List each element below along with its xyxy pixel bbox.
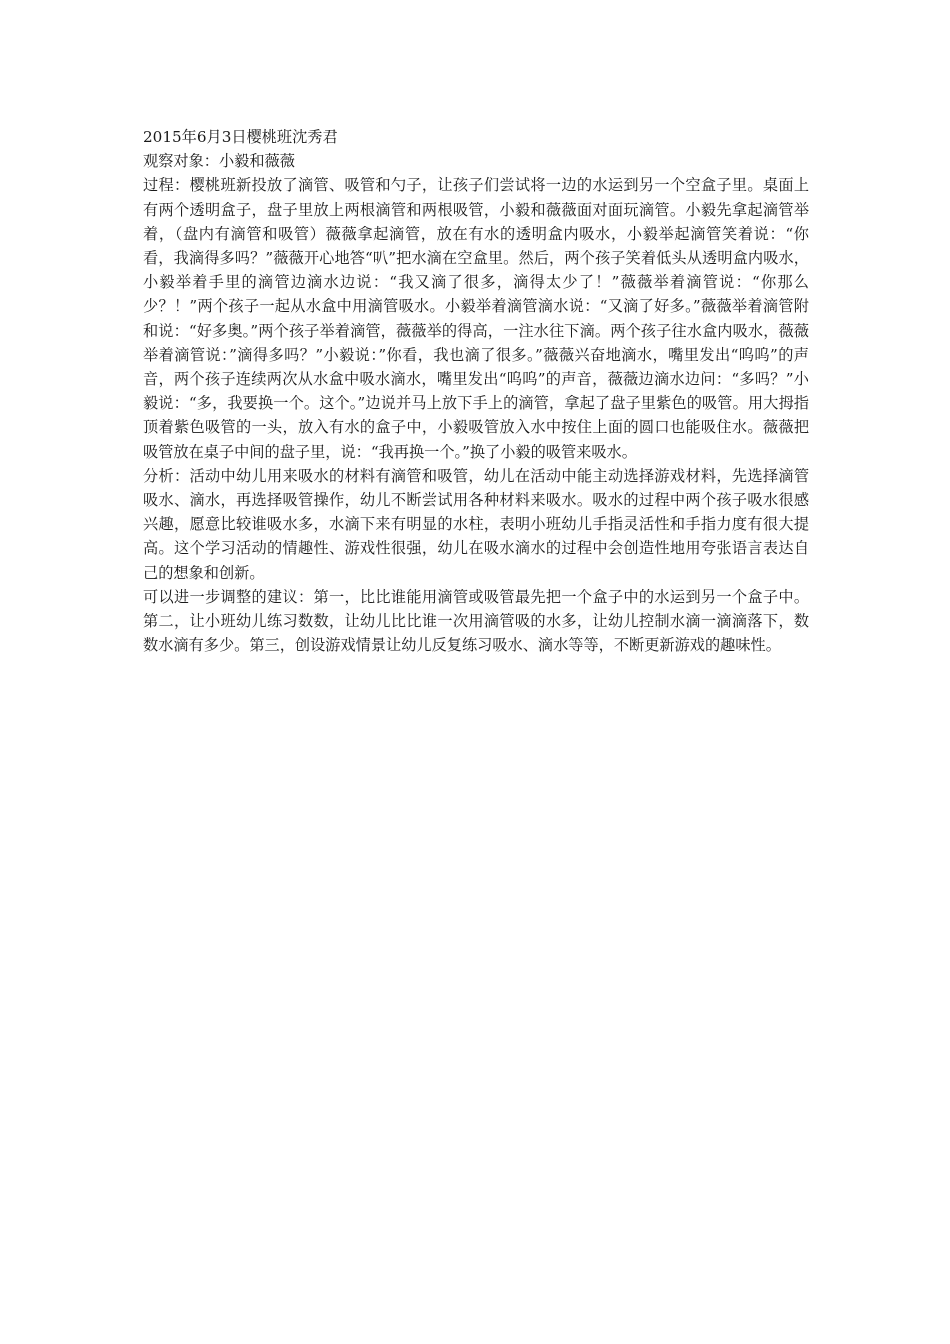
document-header-line: 2015年6月3日樱桃班沈秀君 — [143, 128, 338, 146]
process-paragraph: 过程：樱桃班新投放了滴管、吸管和勺子，让孩子们尝试将一边的水运到另一个空盒子里。桌面上有两个透明盒子，盘子里放上两根滴管和两根吸管，小毅和薇薇面对面玩滴管。小毅先拿起滴管举着，（盘内有滴管和吸管）薇薇拿起滴管，放在有水的透明盒内吸水，小毅举起滴管笑着说：“你看，我滴得多吗？”薇薇开心地答“叭”把水滴在空盒里。然后，两个孩子笑着低头从透明盒内吸水，小毅举着手里的滴管边滴水边说：“我又滴了很多，滴得太少了！”薇薇举着滴管说：“你那么少？！”两个孩子一起从水盒中用滴管吸水。小毅举着滴管滴水说：“又滴了好多。”薇薇举着滴管附和说：“好多奥。”两个孩子举着滴管，薇薇举的得高，一注水往下滴。两个孩子往水盒内吸水，薇薇举着滴管说：”滴得多吗？”小毅说：”你看，我也滴了很多。”薇薇兴奋地滴水，嘴里发出“呜呜”的声音，两个孩子连续两次从水盒中吸水滴水，嘴里发出“呜呜”的声音，薇薇边滴水边问：“多吗？”小毅说：“多，我要换一个。这个。”边说并马上放下手上的滴管，拿起了盘子里紫色的吸管。用大拇指顶着紫色吸管的一头，放入有水的盒子中，小毅吸管放入水中按住上面的圆口也能吸住水。薇薇把吸管放在桌子中间的盘子里，说：“我再换一个。”换了小毅的吸管来吸水。 — [143, 176, 809, 461]
suggestions-paragraph: 可以进一步调整的建议：第一，比比谁能用滴管或吸管最先把一个盒子中的水运到另一个盒子中。第二，让小班幼儿练习数数，让幼儿比比谁一次用滴管吸的水多，让幼儿控制水滴一滴滴落下，数数水滴有多少。第三，创设游戏情景让幼儿反复练习吸水、滴水等等，不断更新游戏的趣味性。 — [143, 587, 809, 655]
analysis-paragraph: 分析：活动中幼儿用来吸水的材料有滴管和吸管，幼儿在活动中能主动选择游戏材料，先选择滴管吸水、滴水，再选择吸管操作，幼儿不断尝试用各种材料来吸水。吸水的过程中两个孩子吸水很感兴趣，愿意比较谁吸水多，水滴下来有明显的水柱，表明小班幼儿手指灵活性和手指力度有很大提高。这个学习活动的情趣性、游戏性很强，幼儿在吸水滴水的过程中会创造性地用夸张语言表达自己的想象和创新。 — [143, 466, 809, 582]
observation-subject: 观察对象：小毅和薇薇 — [143, 152, 295, 171]
document-body — [143, 125, 809, 657]
